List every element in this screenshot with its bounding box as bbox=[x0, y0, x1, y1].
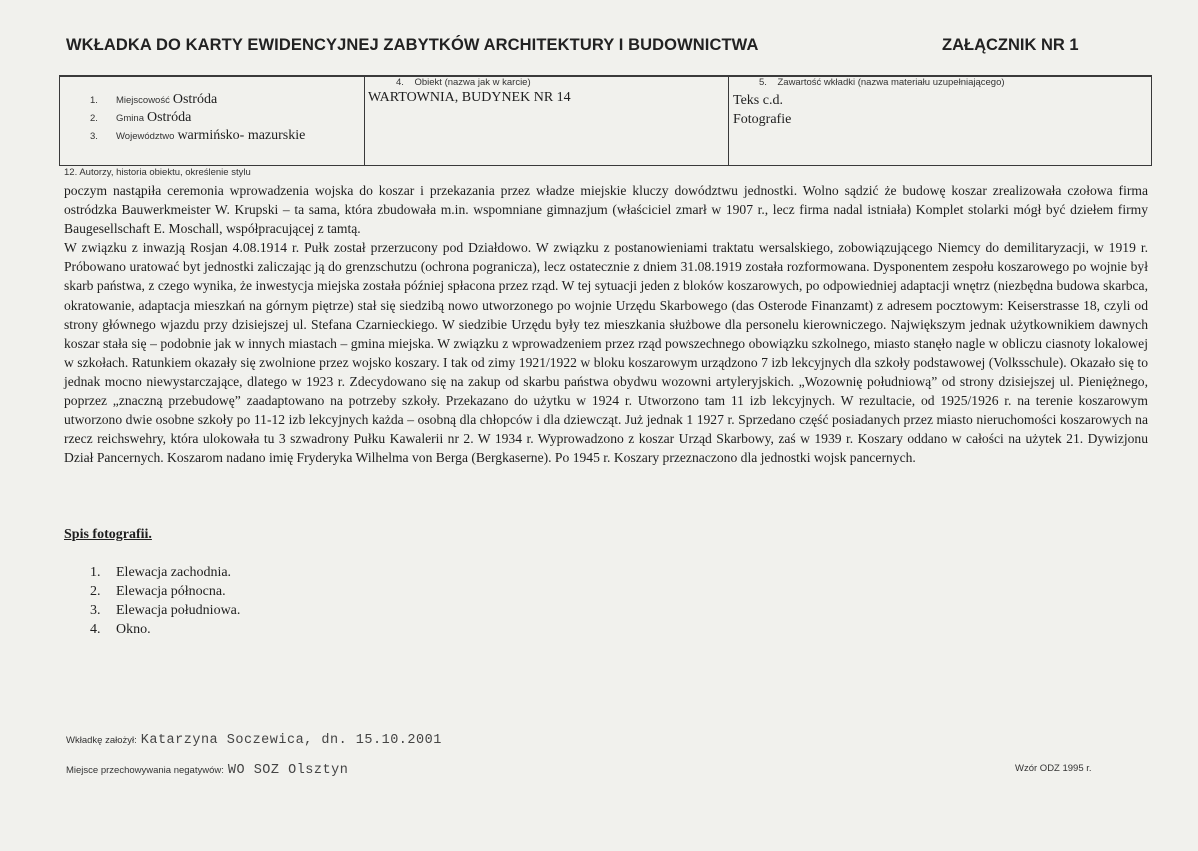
location-item bbox=[90, 126, 305, 144]
history-heading: 12. Autorzy, historia obiektu, określenie stylu bbox=[64, 167, 251, 178]
object-name: WARTOWNIA, BUDYNEK NR 14 bbox=[368, 90, 571, 105]
photo-item-number: 1. bbox=[90, 565, 101, 580]
location-item-label: Województwo bbox=[116, 131, 175, 142]
contents-line: Teks c.d. bbox=[733, 93, 783, 108]
contents-list bbox=[733, 91, 791, 129]
storage-row bbox=[66, 760, 348, 778]
location-item-number: 2. bbox=[90, 113, 98, 124]
location-item-value: warmińsko- mazurskie bbox=[177, 128, 306, 143]
photo-list bbox=[90, 563, 240, 639]
annex-number: ZAŁĄCZNIK NR 1 bbox=[942, 36, 1079, 54]
contents-heading: 5. Zawartość wkładki (nazwa materiału uzupełniającego) bbox=[759, 77, 1005, 88]
photo-item-label: Elewacja zachodnia. bbox=[116, 565, 232, 580]
history-paragraph: W związku z inwazją Rosjan 4.08.1914 r. Pułk został przerzucony pod Działdowo. W związku z postanowieniami traktatu wersalskiego, zobowiązującego Niemcy do demilitaryzacji, w 1919 r. Próbowano uratować byt jednostki zaliczając ją do grenzschutzu (ochrona pogranicza), lecz ostatecznie z dniem 31.08.1919 została rozformowana. Dysponentem zespołu koszarowego po wojnie był skarb państwa, z czego wynika, że inwestycja miejska została później spłacona przez rząd. W tej sytuacji jeden z bloków koszarowych, po odpowiedniej adaptacji wnętrz (niezbędna budowa skarbca, okratowanie, adaptacja mieszkań na górnym piętrze) stał się siedzibą nowo utworzonego po wojnie Urzędu Skarbowego (das Osterode Finanzamt) z adresem pocztowym: Keiserstrasse 18, czyli od strony głównego wjazdu przy dzisiejszej ul. Stefana Czarnieckiego. W siedzibie Urzędu były tez mieszkania służbowe dla personelu kierowniczego. Największym jednak użytkownikiem dawnych koszar stała się – podobnie jak w innych miastach – gmina miejska. W związku z wprowadzeniem przez rząd powszechnego obowiązku szkolnego, miasto stanęło nagle w obliczu ciasnoty lokalowej w szkołach. Ratunkiem okazały się zwolnione przez wojsko koszary. I tak od zimy 1921/1922 w bloku koszarowym urządzono 7 izb lekcyjnych dla szkoły podstawowej (Volksschule). Okazało się to jednak mocno niewystarczające, dlatego w 1923 r. Zdecydowano się na zakup od skarbu państwa obydwu wozowni artyleryjskich. „Wozownię południową” od strony dzisiejszej ul. Pieniężnego, poprzez „znaczną przebudowę” zaadaptowano na potrzeby szkoły. Przekazano do użytku w 1924 r. Utworzono tam 11 izb lekcyjnych. W rezultacie, od 1925/1926 r. na terenie koszarowym utworzono dwie osobne szkoły po 11-12 izb lekcyjnych każda – osobną dla chłopców i dla dziewcząt. Już jednak 1 1927 r. Sprzedano część posiadanych przez miasto nieruchomości koszarowych na rzecz reichswehry, która ulokowała tu 3 szwadrony Pułku Kawalerii nr 2. W 1934 r. Wyprowadzono z koszar Urząd Skarbowy, zaś w 1939 r. Koszary oddano w całości na użytek 21. Dywizjonu Dział Pancernych. Koszarom nadano imię Fryderyka Wilhelma von Berga (Bergkaserne). Po 1945 r. Koszary przeznaczono dla jednostki wojsk pancernych. bbox=[64, 240, 1148, 466]
author-label: Wkładkę założył: bbox=[66, 735, 137, 746]
location-item-value: Ostróda bbox=[146, 110, 192, 125]
box5-divider bbox=[728, 75, 729, 166]
photo-item-number: 2. bbox=[90, 584, 101, 599]
object-heading: 4. Obiekt (nazwa jak w karcie) bbox=[396, 77, 531, 88]
photo-item-label: Okno. bbox=[116, 622, 151, 637]
location-item-number: 3. bbox=[90, 131, 98, 142]
document-title: WKŁADKA DO KARTY EWIDENCYJNEJ ZABYTKÓW ARCHITEKTURY I BUDOWNICTWA bbox=[66, 36, 759, 54]
photo-item bbox=[90, 620, 240, 639]
photo-item bbox=[90, 563, 240, 582]
photo-item-label: Elewacja południowa. bbox=[116, 603, 241, 618]
photo-item bbox=[90, 582, 240, 601]
author-value: Katarzyna Soczewica, dn. 15.10.2001 bbox=[140, 733, 442, 748]
location-item-label: Miejscowość bbox=[116, 95, 170, 106]
left-border bbox=[59, 75, 60, 166]
location-list bbox=[90, 90, 305, 144]
location-item-value: Ostróda bbox=[172, 92, 218, 107]
mid-rule bbox=[59, 165, 1152, 166]
storage-value: WO SOZ Olsztyn bbox=[227, 763, 349, 778]
photo-item-number: 3. bbox=[90, 603, 101, 618]
photo-item-label: Elewacja północna. bbox=[116, 584, 226, 599]
history-text bbox=[64, 181, 1148, 467]
history-paragraph: poczym nastąpiła ceremonia wprowadzenia wojska do koszar i przekazania przez władze miejskie kluczy dowództwu jednostki. Wolno sądzić że budowę koszar zrealizowała czołowa firma ostródzka Bauwerkmeister W. Krupski – ta sama, która zbudowała m.in. wspomniane gimnazjum (właściciel zmarł w 1907 r., lecz firma nadal istniała) Komplet stolarki mógł być dziełem firmy Baugesellschaft E. Moschall, współpracującej z tamtą. bbox=[64, 183, 1148, 237]
storage-label: Miejsce przechowywania negatywów: bbox=[66, 765, 224, 776]
location-item-number: 1. bbox=[90, 95, 98, 106]
photo-item-number: 4. bbox=[90, 622, 101, 637]
photos-title: Spis fotografii. bbox=[64, 527, 152, 542]
photo-item bbox=[90, 601, 240, 620]
author-row bbox=[66, 730, 442, 748]
location-item bbox=[90, 108, 305, 126]
contents-line: Fotografie bbox=[733, 112, 792, 127]
location-item-label: Gmina bbox=[116, 113, 144, 124]
location-item bbox=[90, 90, 305, 108]
box4-divider bbox=[364, 75, 365, 166]
right-border bbox=[1151, 75, 1152, 166]
form-number: Wzór ODZ 1995 r. bbox=[1015, 763, 1092, 774]
